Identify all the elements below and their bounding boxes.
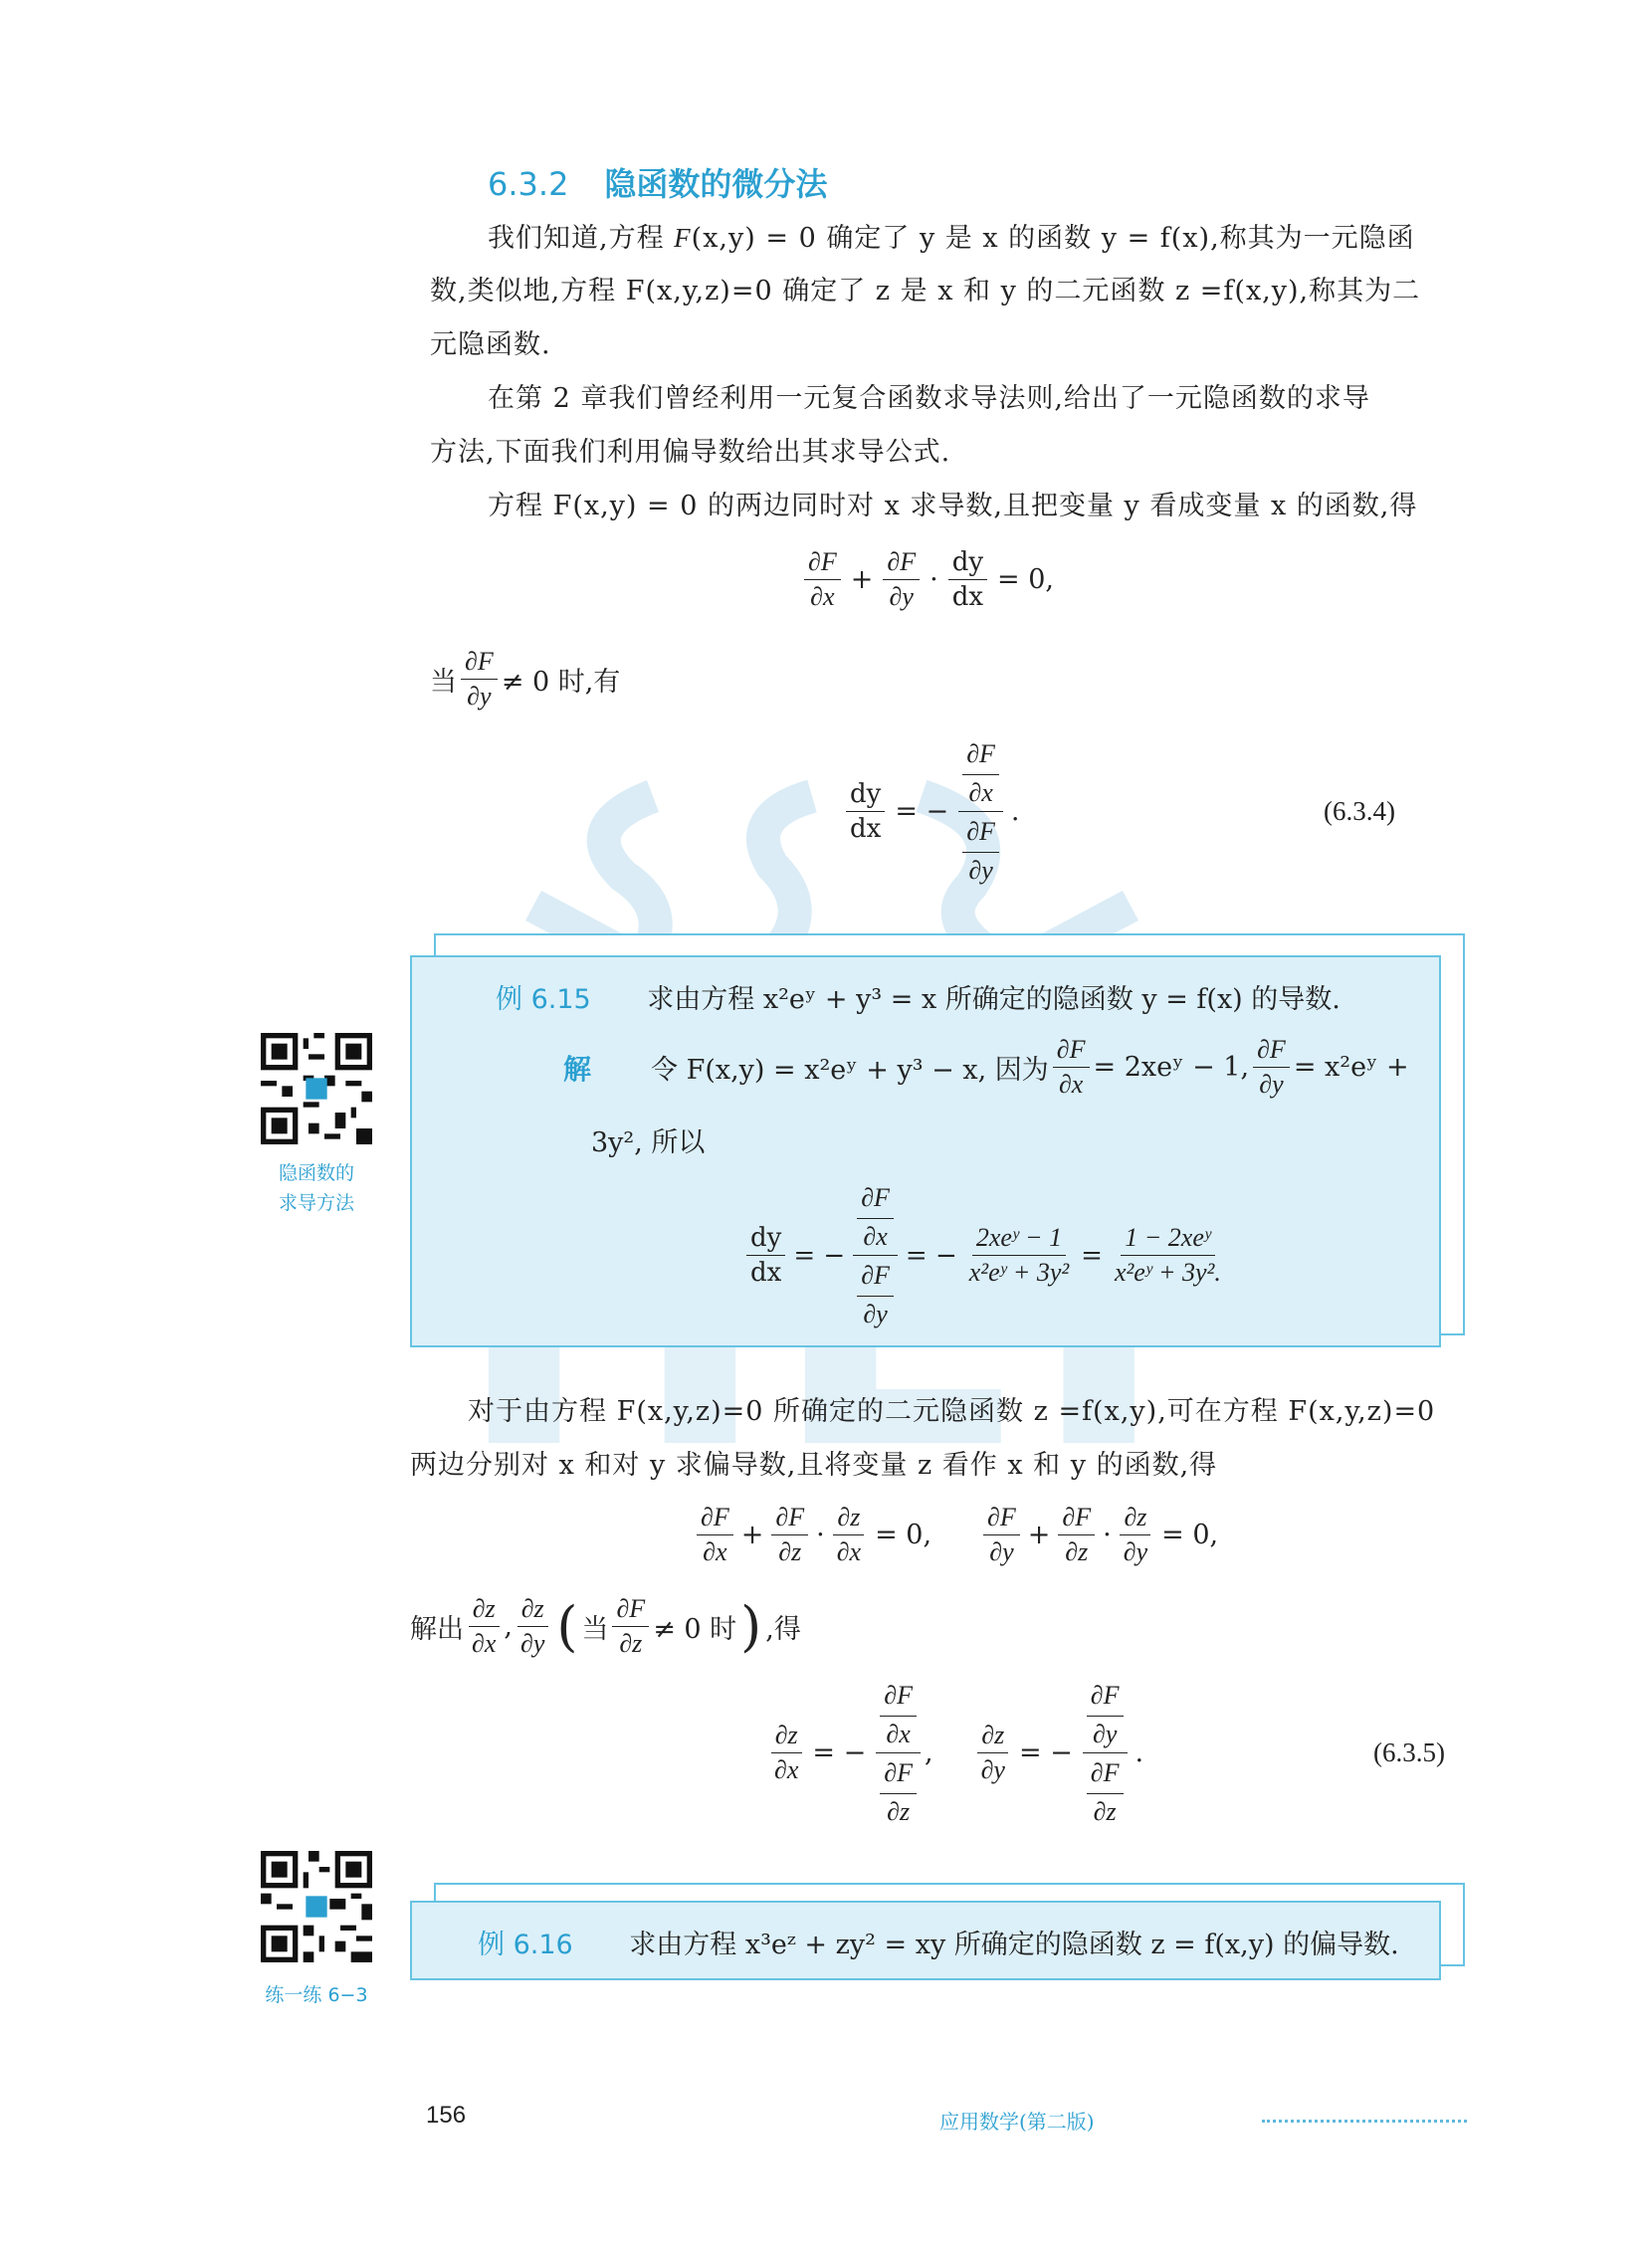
page-number: 156 xyxy=(426,2102,467,2129)
solution-label: 解 xyxy=(563,1052,592,1086)
qr-caption: 隐函数的 求导方法 xyxy=(278,1162,354,1214)
paragraph-line: 数,类似地,方程 F(x,y,z)=0 确定了 z 是 x 和 y 的二元函数 z =f(x,y),称其为二 xyxy=(430,276,1421,306)
paragraph-line: 对于由方程 F(x,y,z)=0 所确定的二元隐函数 z =f(x,y),可在方程 F(x,y,z)=0 xyxy=(468,1396,1436,1427)
paragraph-line: 在第 2 章我们曾经利用一元复合函数求导法则,给出了一元隐函数的求导 xyxy=(488,383,1370,414)
example-label: 例 6.15 xyxy=(496,984,591,1015)
footer-dots xyxy=(1262,2120,1467,2123)
qr-code-icon[interactable] xyxy=(261,1851,372,1962)
qr-code-icon[interactable] xyxy=(261,1033,372,1144)
example-6-16-box xyxy=(410,1901,1441,1980)
solve-line: 解出 $\frac{\partial z}{\partial x}$ , $\frac{\partial z}{\partial y}$ ( 当 $\frac{\partial F}{\partial z}$ ≠ 0 时 ) ,得 xyxy=(410,1594,801,1658)
solution-equation: $\frac{dy}{dx}$ = − $\frac{\frac{\partial F}{\partial x}}{\frac{\partial F}{\partial y}}$ = − $\frac{\text{2xeʸ − 1}}{\text{x²eʸ + 3y²}}$ = $\frac{\text{1 − 2xeʸ}}{\text{x²eʸ + 3y².}}$ xyxy=(742,1178,1229,1332)
equation-6-3-5: $\frac{\partial z}{\partial x}$ = − $\frac{\frac{\partial F}{\partial x}}{\frac{\partial F}{\partial z}}$ , $\frac{\partial z}{\partial y}$ = − $\frac{\frac{\partial F}{\partial y}}{\frac{\partial F}{\partial z}}$ . xyxy=(766,1676,1143,1830)
qr-caption: 练一练 6−3 xyxy=(265,1984,368,2006)
condition-line: 当 $\frac{\partial F}{\partial y}$ ≠ 0 时,有 xyxy=(430,647,621,711)
paragraph-line: 方程 F(x,y) = 0 的两边同时对 x 求导数,且把变量 y 看成变量 x 的函数,得 xyxy=(488,491,1418,521)
equation-6-3-4: $\frac{dy}{dx}$ = − $\frac{\frac{\partial F}{\partial x}}{\frac{\partial F}{\partial y}}$ . xyxy=(842,734,1020,889)
equation-partials: $\frac{\partial F}{\partial x}$ + $\frac{\partial F}{\partial z}$ · $\frac{\partial z}{\partial x}$ = 0, $\frac{\partial F}{\partial y}$ + $\frac{\partial F}{\partial z}$ · $\frac{\partial z}{\partial y}$ = 0, xyxy=(693,1501,1218,1569)
solution-continue: 3y², 所以 xyxy=(591,1127,706,1158)
equation-total-derivative: $\frac{\partial F}{\partial x}$ + $\frac{\partial F}{\partial y}$ · $\frac{dy}{dx}$ = 0, xyxy=(800,545,1054,614)
paragraph-line: 两边分别对 x 和对 y 求偏导数,且将变量 z 看作 x 和 y 的函数,得 xyxy=(410,1450,1218,1481)
example-question: 例 6.16 求由方程 x³eᶻ + zy² = xy 所确定的隐函数 z = f(x,y) 的偏导数. xyxy=(478,1930,1399,1960)
section-title: 隐函数的微分法 xyxy=(604,165,828,203)
paragraph-line: 元隐函数. xyxy=(430,329,551,360)
example-question: 例 6.15 求由方程 x²eʸ + y³ = x 所确定的隐函数 y = f(x) 的导数. xyxy=(496,984,1341,1015)
section-number: 6.3.2 xyxy=(488,165,569,203)
equation-number: (6.3.4) xyxy=(1324,796,1395,826)
section-heading xyxy=(488,159,827,205)
example-label: 例 6.16 xyxy=(478,1930,573,1960)
example-6-15-box xyxy=(410,955,1441,1347)
paragraph-line: 我们知道,方程 F(x,y) = 0 确定了 y 是 x 的函数 y = f(x),称其为一元隐函 xyxy=(488,223,1415,254)
solution-line: 解 令 F(x,y) = x²eʸ + y³ − x, 因为 $\frac{\partial F}{\partial x}$ = 2xeʸ − 1, $\frac{\partial F}{\partial y}$ = x²eʸ + xyxy=(563,1035,1409,1099)
book-title: 应用数学(第二版) xyxy=(939,2110,1095,2134)
paragraph-line: 方法,下面我们利用偏导数给出其求导公式. xyxy=(430,437,951,468)
equation-number: (6.3.5) xyxy=(1373,1737,1445,1767)
